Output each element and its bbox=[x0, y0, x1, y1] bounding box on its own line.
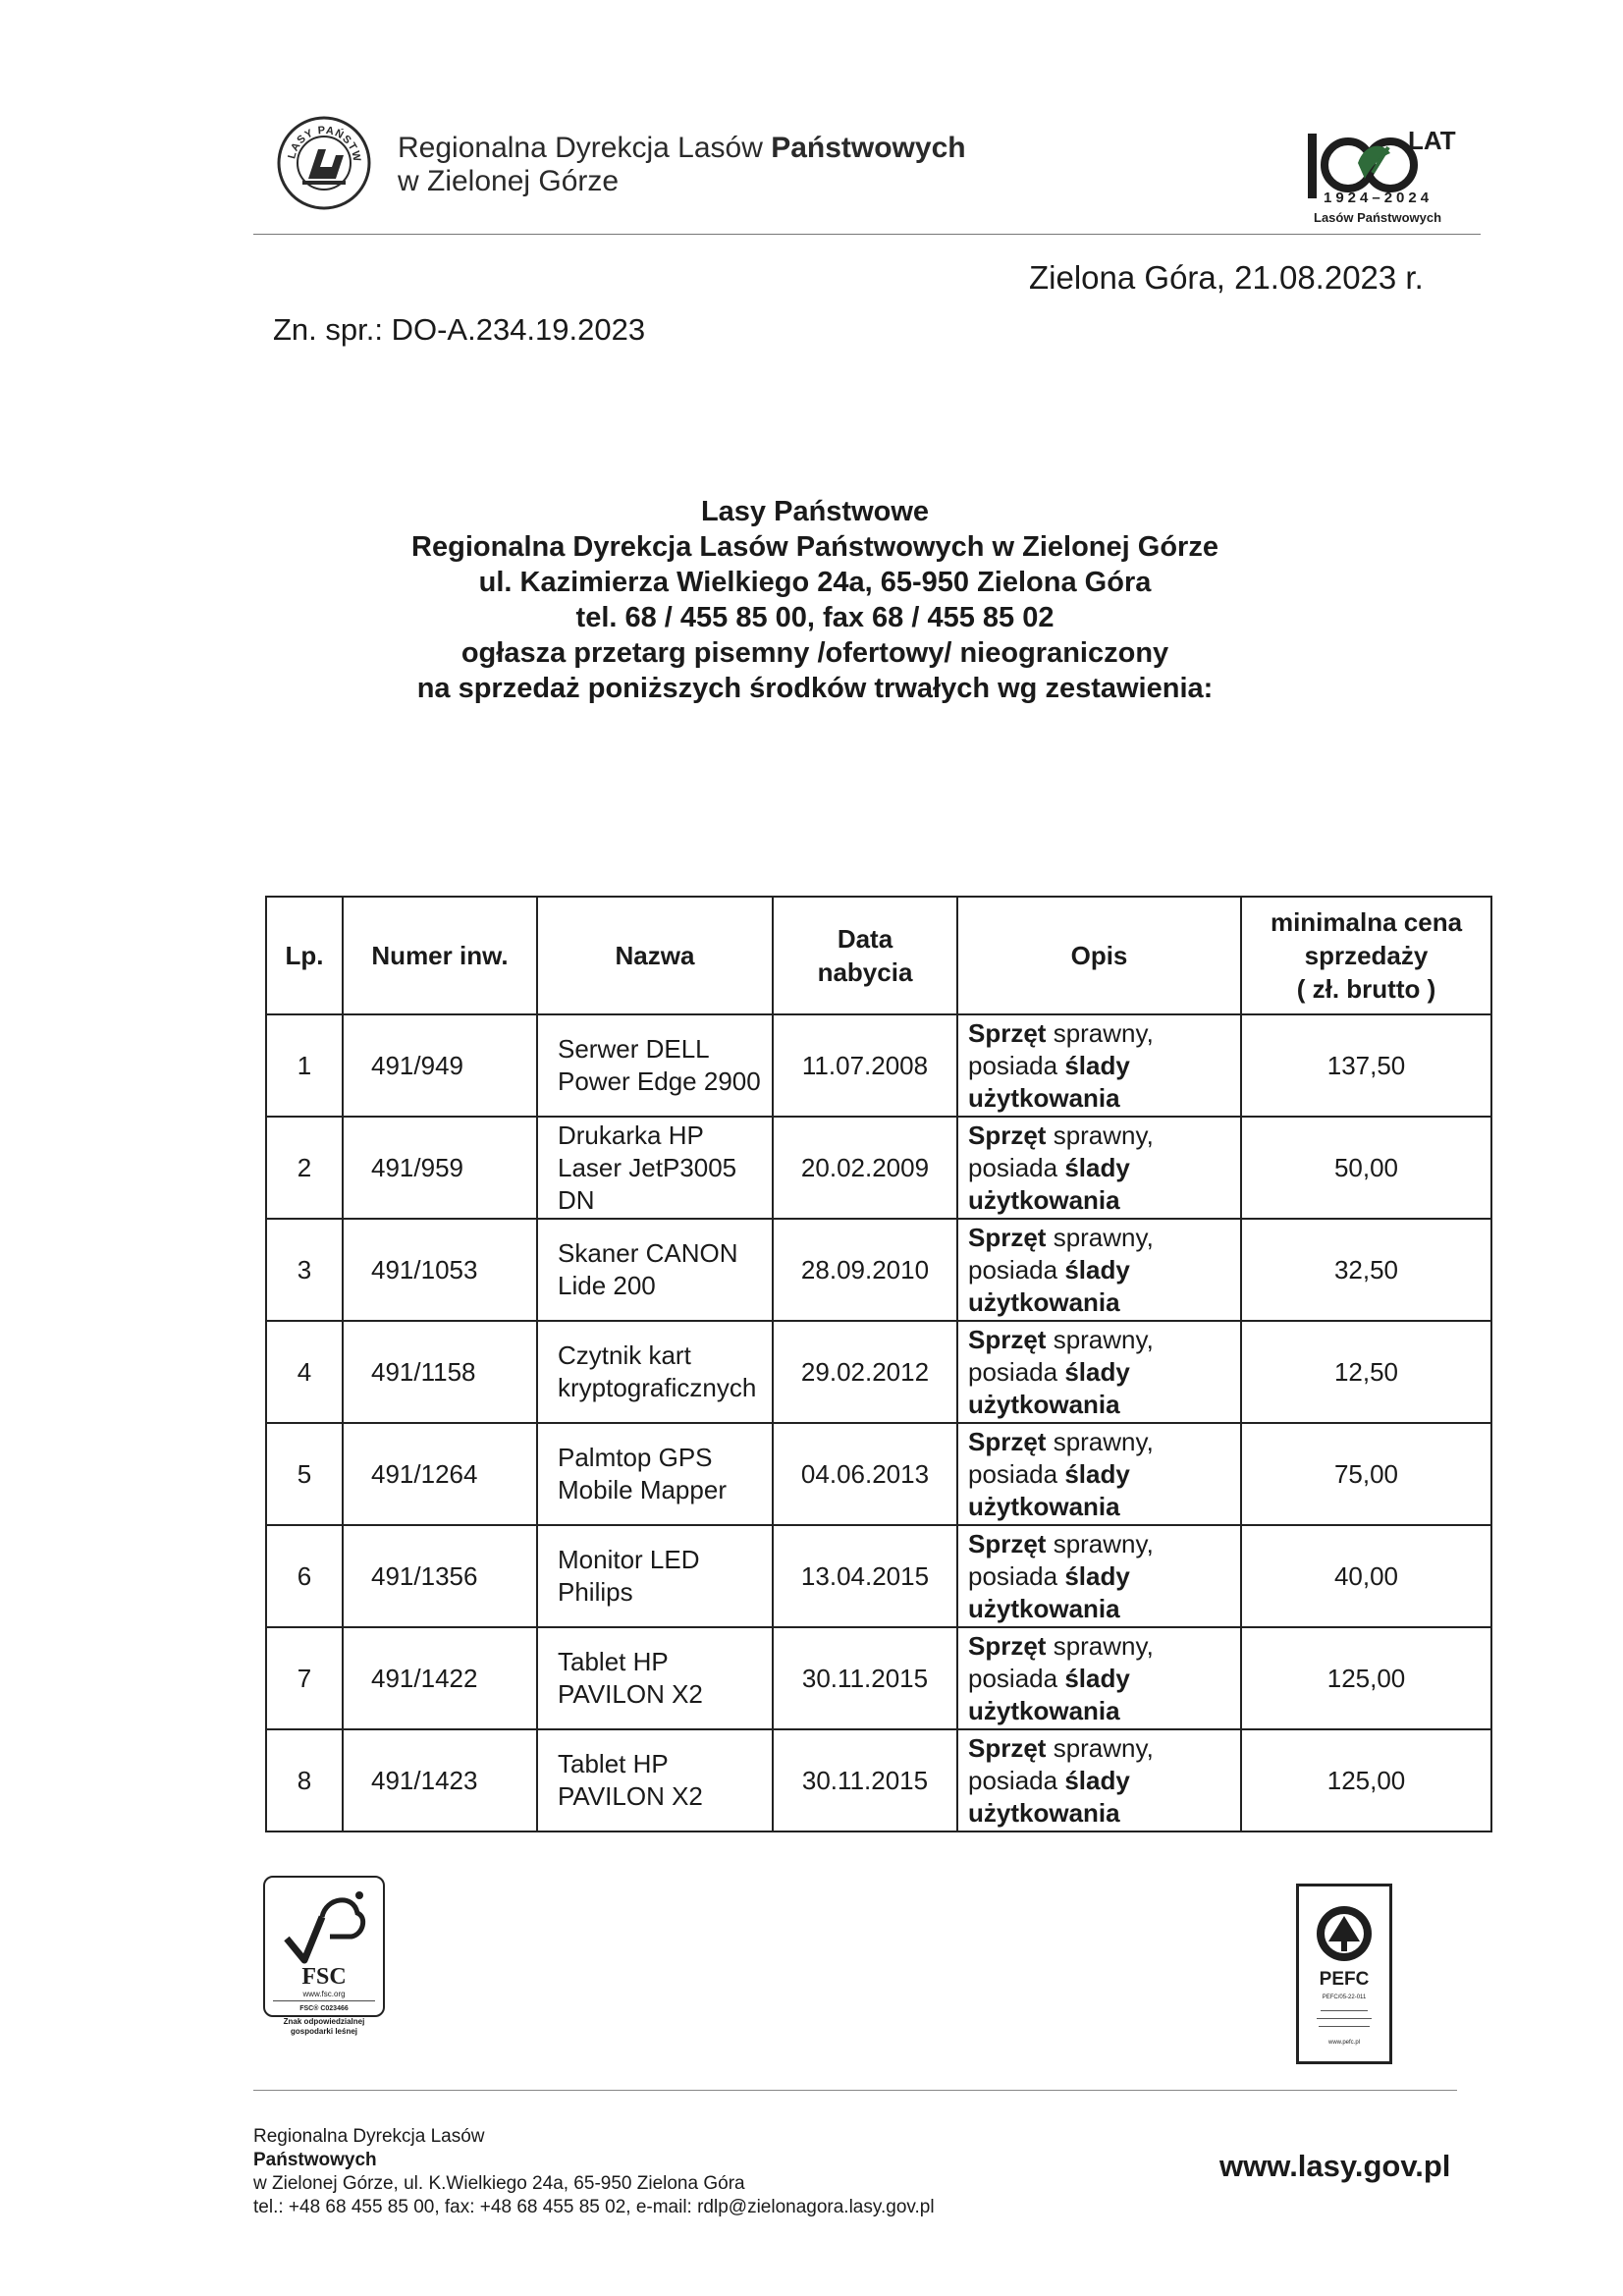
cell-acquisition-date: 11.07.2008 bbox=[773, 1014, 957, 1117]
desc-line-2 bbox=[968, 1050, 1234, 1082]
desc-line-1-bold: Sprzęt bbox=[968, 1426, 1047, 1456]
desc-line-1 bbox=[968, 1324, 1234, 1356]
table-row bbox=[266, 1627, 1491, 1729]
desc-line-2-bold: ślady bbox=[1064, 1765, 1130, 1795]
header-price-line-1: minimalna cena bbox=[1270, 907, 1463, 937]
pefc-name: PEFC bbox=[1319, 1969, 1370, 1990]
desc-line-2-bold: ślady bbox=[1064, 1050, 1130, 1080]
desc-line-2-bold: ślady bbox=[1064, 1663, 1130, 1693]
table-row bbox=[266, 1729, 1491, 1831]
fsc-logo bbox=[263, 1876, 385, 2017]
desc-line-2-bold: ślady bbox=[1064, 1560, 1130, 1591]
desc-line-3: użytkowania bbox=[968, 1286, 1120, 1317]
table-row bbox=[266, 1219, 1491, 1321]
desc-line-2-prefix: posiada bbox=[968, 1152, 1065, 1182]
org-name-line2: w Zielonej Górze bbox=[398, 165, 620, 197]
desc-line-2 bbox=[968, 1458, 1234, 1491]
desc-line-3: użytkowania bbox=[968, 1695, 1120, 1725]
desc-line-2-bold: ślady bbox=[1064, 1152, 1130, 1182]
cell-minimum-price: 32,50 bbox=[1241, 1219, 1491, 1321]
website-link[interactable]: www.lasy.gov.pl bbox=[1219, 2149, 1451, 2183]
desc-line-1-rest: sprawny, bbox=[1046, 1222, 1154, 1252]
cell-acquisition-date: 30.11.2015 bbox=[773, 1729, 957, 1831]
footer-line-2: tel.: +48 68 455 85 00, fax: +48 68 455 85 02, e-mail: rdlp@zielonagora.lasy.gov.pl bbox=[253, 2197, 935, 2217]
org-name-bold: Państwowych bbox=[771, 132, 966, 164]
cell-description bbox=[957, 1321, 1241, 1423]
cell-inventory-number: 491/949 bbox=[343, 1014, 537, 1117]
desc-line-3: użytkowania bbox=[968, 1491, 1120, 1521]
desc-line-1-bold: Sprzęt bbox=[968, 1324, 1047, 1354]
footer-line-1-bold: Państwowych bbox=[253, 2150, 377, 2170]
cell-minimum-price: 125,00 bbox=[1241, 1729, 1491, 1831]
desc-line-2 bbox=[968, 1765, 1234, 1797]
cell-description bbox=[957, 1219, 1241, 1321]
case-reference: Zn. spr.: DO-A.234.19.2023 bbox=[273, 312, 646, 347]
desc-line-2-bold: ślady bbox=[1064, 1458, 1130, 1489]
cell-acquisition-date: 28.09.2010 bbox=[773, 1219, 957, 1321]
cell-minimum-price: 137,50 bbox=[1241, 1014, 1491, 1117]
desc-line-2-prefix: posiada bbox=[968, 1765, 1065, 1795]
logo-ring-text: LASY PAŃSTW bbox=[286, 124, 363, 164]
desc-line-2-bold: ślady bbox=[1064, 1254, 1130, 1285]
cell-name: Tablet HP PAVILON X2 bbox=[537, 1627, 773, 1729]
cell-inventory-number: 491/959 bbox=[343, 1117, 537, 1219]
desc-line-1 bbox=[968, 1222, 1234, 1254]
cell-lp: 5 bbox=[266, 1423, 343, 1525]
anniversary-years-text: 1924–2024 bbox=[1324, 190, 1434, 206]
desc-line-1-bold: Sprzęt bbox=[968, 1528, 1047, 1558]
desc-line-1-bold: Sprzęt bbox=[968, 1017, 1047, 1048]
desc-line-1-bold: Sprzęt bbox=[968, 1732, 1047, 1763]
cell-description bbox=[957, 1423, 1241, 1525]
desc-line-1 bbox=[968, 1120, 1234, 1152]
desc-line-1-rest: sprawny, bbox=[1046, 1324, 1154, 1354]
desc-line-2 bbox=[968, 1663, 1234, 1695]
desc-line-3: użytkowania bbox=[968, 1389, 1120, 1419]
announcement bbox=[324, 494, 1306, 706]
desc-line-1-bold: Sprzęt bbox=[968, 1120, 1047, 1150]
table-row bbox=[266, 1117, 1491, 1219]
desc-line-1 bbox=[968, 1732, 1234, 1765]
desc-line-2 bbox=[968, 1152, 1234, 1184]
desc-line-2-bold: ślady bbox=[1064, 1356, 1130, 1387]
cell-inventory-number: 491/1422 bbox=[343, 1627, 537, 1729]
header-price-line-3: ( zł. brutto ) bbox=[1296, 974, 1436, 1004]
desc-line-2 bbox=[968, 1560, 1234, 1593]
header-date-line-1: Data bbox=[837, 924, 893, 954]
announcement-line-5: ogłasza przetarg pisemny /ofertowy/ nieograniczony bbox=[460, 637, 1169, 669]
anniversary-caption-text: Lasów Państwowych bbox=[1314, 210, 1442, 225]
cell-acquisition-date: 30.11.2015 bbox=[773, 1627, 957, 1729]
desc-line-1-rest: sprawny, bbox=[1046, 1426, 1154, 1456]
table-body bbox=[266, 1014, 1491, 1831]
cell-minimum-price: 50,00 bbox=[1241, 1117, 1491, 1219]
pefc-code: PEFC/05-22-011 bbox=[1322, 1995, 1367, 2000]
pefc-site: www.pefc.pl bbox=[1327, 2040, 1361, 2046]
header-date-line-2: nabycia bbox=[817, 957, 913, 987]
cell-name: Serwer DELL Power Edge 2900 bbox=[537, 1014, 773, 1117]
footer-address bbox=[253, 2125, 935, 2219]
cell-name: Czytnik kart kryptograficznych bbox=[537, 1321, 773, 1423]
announcement-line-3: ul. Kazimierza Wielkiego 24a, 65-950 Zielona Góra bbox=[478, 567, 1152, 598]
desc-line-1 bbox=[968, 1630, 1234, 1663]
desc-line-3: użytkowania bbox=[968, 1082, 1120, 1113]
cell-name: Drukarka HP Laser JetP3005 DN bbox=[537, 1117, 773, 1219]
cell-acquisition-date: 04.06.2013 bbox=[773, 1423, 957, 1525]
cell-description bbox=[957, 1525, 1241, 1627]
cell-acquisition-date: 13.04.2015 bbox=[773, 1525, 957, 1627]
desc-line-2-prefix: posiada bbox=[968, 1050, 1065, 1080]
announcement-line-1: Lasy Państwowe bbox=[700, 496, 930, 527]
footer-line-1-prefix: Regionalna Dyrekcja Lasów bbox=[253, 2126, 485, 2147]
announcement-line-2: Regionalna Dyrekcja Lasów Państwowych w Zielonej Górze bbox=[411, 531, 1218, 563]
desc-line-2-prefix: posiada bbox=[968, 1254, 1065, 1285]
cell-name: Monitor LED Philips bbox=[537, 1525, 773, 1627]
cell-lp: 2 bbox=[266, 1117, 343, 1219]
org-name-prefix: Regionalna Dyrekcja Lasów bbox=[398, 132, 772, 164]
cell-lp: 8 bbox=[266, 1729, 343, 1831]
desc-line-1-bold: Sprzęt bbox=[968, 1630, 1047, 1661]
cell-name: Tablet HP PAVILON X2 bbox=[537, 1729, 773, 1831]
cell-lp: 6 bbox=[266, 1525, 343, 1627]
cell-minimum-price: 125,00 bbox=[1241, 1627, 1491, 1729]
cell-lp: 3 bbox=[266, 1219, 343, 1321]
announcement-line-6: na sprzedaż poniższych środków trwałych wg zestawienia: bbox=[416, 673, 1214, 704]
cell-description bbox=[957, 1117, 1241, 1219]
place-date: Zielona Góra, 21.08.2023 r. bbox=[1029, 259, 1424, 296]
desc-line-3: użytkowania bbox=[968, 1593, 1120, 1623]
header-inventory-number: Numer inw. bbox=[343, 897, 537, 1014]
table-row bbox=[266, 1014, 1491, 1117]
desc-line-2-prefix: posiada bbox=[968, 1663, 1065, 1693]
anniversary-lat-text: LAT bbox=[1408, 126, 1456, 155]
table-row bbox=[266, 1423, 1491, 1525]
footer-line-1-suffix: w Zielonej Górze, ul. K.Wielkiego 24a, 65-950 Zielona Góra bbox=[253, 2173, 745, 2194]
cell-inventory-number: 491/1158 bbox=[343, 1321, 537, 1423]
desc-line-3: użytkowania bbox=[968, 1797, 1120, 1828]
cell-inventory-number: 491/1356 bbox=[343, 1525, 537, 1627]
cell-minimum-price: 12,50 bbox=[1241, 1321, 1491, 1423]
desc-line-1 bbox=[968, 1528, 1234, 1560]
desc-line-2-prefix: posiada bbox=[968, 1560, 1065, 1591]
anniversary-logo bbox=[1304, 124, 1490, 228]
cell-acquisition-date: 29.02.2012 bbox=[773, 1321, 957, 1423]
header-price-line-2: sprzedaży bbox=[1304, 941, 1429, 970]
footer-divider bbox=[253, 2090, 1457, 2091]
table-header-row bbox=[266, 897, 1491, 1014]
cell-inventory-number: 491/1423 bbox=[343, 1729, 537, 1831]
desc-line-1-rest: sprawny, bbox=[1046, 1120, 1154, 1150]
desc-line-2 bbox=[968, 1254, 1234, 1286]
cell-lp: 7 bbox=[266, 1627, 343, 1729]
header-description: Opis bbox=[957, 897, 1241, 1014]
header-divider bbox=[253, 234, 1481, 235]
cell-description bbox=[957, 1627, 1241, 1729]
fsc-name: FSC bbox=[301, 1964, 347, 1990]
header-minimum-price bbox=[1241, 897, 1491, 1014]
cell-description bbox=[957, 1014, 1241, 1117]
header-name: Nazwa bbox=[537, 897, 773, 1014]
desc-line-1-rest: sprawny, bbox=[1046, 1630, 1154, 1661]
desc-line-1-rest: sprawny, bbox=[1046, 1528, 1154, 1558]
desc-line-2-prefix: posiada bbox=[968, 1356, 1065, 1387]
cell-name: Skaner CANON Lide 200 bbox=[537, 1219, 773, 1321]
cell-acquisition-date: 20.02.2009 bbox=[773, 1117, 957, 1219]
cell-description bbox=[957, 1729, 1241, 1831]
fsc-code: FSC® C023466 bbox=[299, 2005, 349, 2012]
header-lp: Lp. bbox=[266, 897, 343, 1014]
assets-table bbox=[265, 896, 1492, 1832]
desc-line-1 bbox=[968, 1426, 1234, 1458]
announcement-line-4: tel. 68 / 455 85 00, fax 68 / 455 85 02 bbox=[575, 602, 1055, 633]
desc-line-1-rest: sprawny, bbox=[1046, 1017, 1154, 1048]
desc-line-1-bold: Sprzęt bbox=[968, 1222, 1047, 1252]
desc-line-3: użytkowania bbox=[968, 1184, 1120, 1215]
pefc-logo bbox=[1296, 1884, 1392, 2064]
desc-line-2 bbox=[968, 1356, 1234, 1389]
organization-name bbox=[398, 132, 966, 198]
desc-line-1 bbox=[968, 1017, 1234, 1050]
cell-minimum-price: 40,00 bbox=[1241, 1525, 1491, 1627]
table-row bbox=[266, 1321, 1491, 1423]
lasy-panstwowe-logo bbox=[275, 114, 373, 212]
fsc-caption: Znak odpowiedzialnej gospodarki leśnej bbox=[283, 2017, 365, 2036]
cell-inventory-number: 491/1053 bbox=[343, 1219, 537, 1321]
cell-lp: 4 bbox=[266, 1321, 343, 1423]
cell-inventory-number: 491/1264 bbox=[343, 1423, 537, 1525]
desc-line-2-prefix: posiada bbox=[968, 1458, 1065, 1489]
desc-line-1-rest: sprawny, bbox=[1046, 1732, 1154, 1763]
cell-name: Palmtop GPS Mobile Mapper bbox=[537, 1423, 773, 1525]
cell-minimum-price: 75,00 bbox=[1241, 1423, 1491, 1525]
fsc-site: www.fsc.org bbox=[302, 1990, 346, 1998]
table-row bbox=[266, 1525, 1491, 1627]
cell-lp: 1 bbox=[266, 1014, 343, 1117]
header-acquisition-date bbox=[773, 897, 957, 1014]
